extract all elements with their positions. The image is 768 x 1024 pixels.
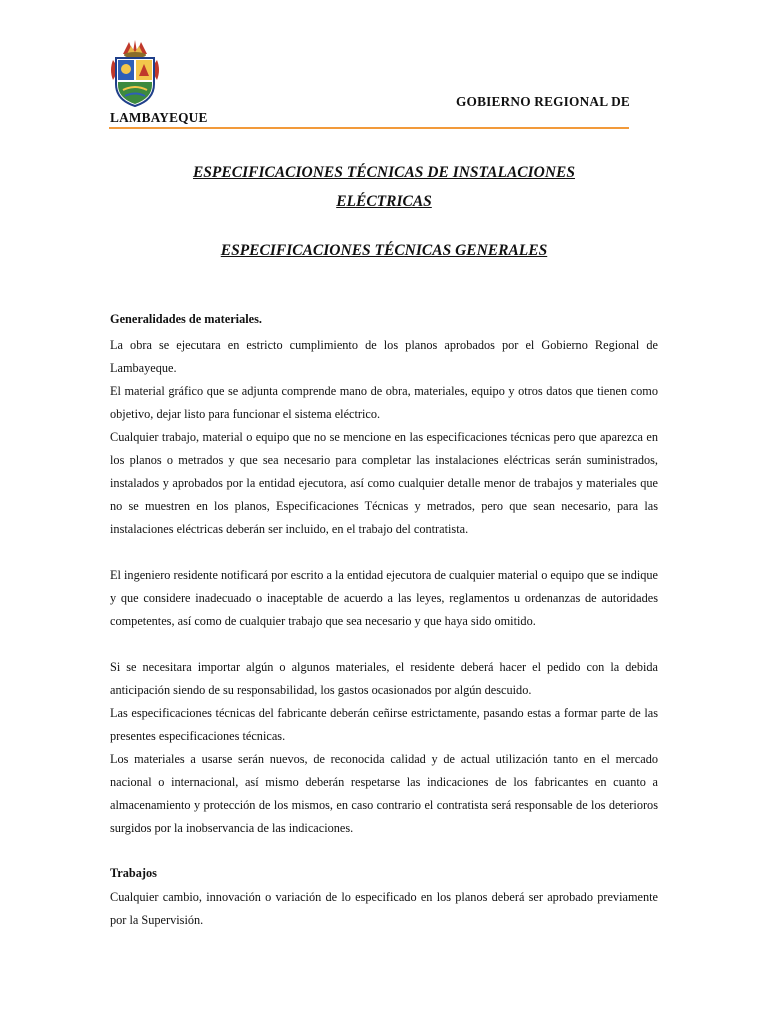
paragraph-5: Si se necesitara importar algún o algunos materiales, el residente deberá hacer el pedido con la debida anticipación siendo de su responsabilidad, los gastos ocasionados por algún descuido. bbox=[110, 660, 658, 697]
document-title-line-1: ESPECIFICACIONES TÉCNICAS DE INSTALACIONES bbox=[192, 164, 576, 181]
paragraph-3: Cualquier trabajo, material o equipo que no se mencione en las especificaciones técnicas pero que aparezca en los planos o metrados y que sea necesario para completar las instalaciones eléctricas serán suministrados, instalados y aprobados por la entidad ejecutora, así como cualquier detalle menor de trabajos y materiales que no se muestren en los planos, Especificaciones Técnicas y metrados, pero que sean necesario, para las instalaciones eléctricas deberán ser incluido, en el trabajo del contratista. bbox=[110, 430, 658, 536]
paragraph-4: El ingeniero residente notificará por escrito a la entidad ejecutora de cualquier material o equipo que se indique y que considere inadecuado o inaceptable de acuerdo a las leyes, reglamentos u ordenanzas de autoridades competentes, así como de cualquier trabajo que sea necesario y que haya sido omitido. bbox=[110, 568, 659, 628]
section-heading-works: Trabajos bbox=[110, 866, 157, 880]
header-divider bbox=[109, 127, 629, 129]
paragraph-1: La obra se ejecutara en estricto cumplimiento de los planos aprobados por el Gobierno Regional de Lambayeque. bbox=[110, 338, 658, 375]
paragraph-8: Cualquier cambio, innovación o variación de lo especificado en los planos deberá ser aprobado previamente por la Supervisión. bbox=[110, 890, 658, 927]
organization-name-left: LAMBAYEQUE bbox=[110, 110, 208, 125]
regional-coat-of-arms-logo bbox=[109, 40, 161, 108]
paragraph-7: Los materiales a usarse serán nuevos, de reconocida calidad y de actual utilización tanto en el mercado nacional o internacional, así mismo deberán respetarse las indicaciones de los fabricantes en cuanto a almacenamiento y protección de los mismos, en caso contrario el contratista será responsable de los deterioros surgidos por la inobservancia de las indicaciones. bbox=[110, 752, 658, 835]
section-heading-materials: Generalidades de materiales. bbox=[110, 312, 262, 326]
organization-name-right: GOBIERNO REGIONAL DE bbox=[456, 94, 630, 109]
document-title-line-2: ELÉCTRICAS bbox=[336, 193, 432, 210]
paragraph-6: Las especificaciones técnicas del fabricante deberán ceñirse estrictamente, pasando estas a formar parte de las presentes especificaciones técnicas. bbox=[110, 706, 658, 743]
document-subtitle: ESPECIFICACIONES TÉCNICAS GENERALES bbox=[220, 242, 548, 259]
paragraph-2: El material gráfico que se adjunta comprende mano de obra, materiales, equipo y otros datos que tienen como objetivo, dejar listo para funcionar el sistema eléctrico. bbox=[110, 384, 658, 421]
